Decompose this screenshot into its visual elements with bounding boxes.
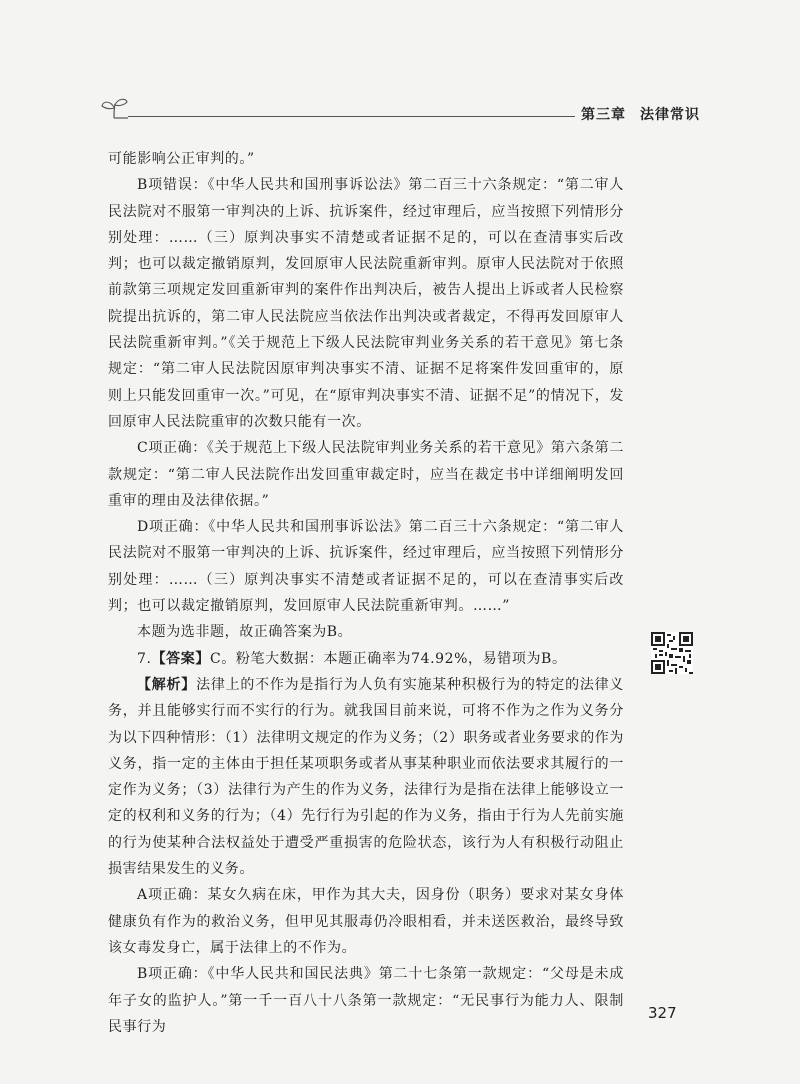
page-number: 327 xyxy=(648,1004,677,1022)
qr-code-icon[interactable] xyxy=(651,632,693,674)
answer-label: 【答案】 xyxy=(151,650,210,667)
chapter-title: 法律常识 xyxy=(640,107,700,123)
analysis-text: 法律上的不作为是指行为人负有实施某种积极行为的特定的法律义务，并且能够实行而不实行的行为。就我国目前来说，可将不作为之作为义务分为以下四种情形：（1）法律明文规定的作为义务；（2）职务或者业务要求的作为义务，指一定的主体由于担任某项职务或者从事某种职业而依法要求其履行的一定作为义务；（3）法律行为产生的作为义务，法律行为是指在法律上能够设立一定的权利和义务的行为；（4）先行行为引起的作为义务，指由于行为人先前实施的行为使某种合法权益处于遭受严重损害的危险状态，该行为人有积极行动阻止损害结果发生的义务。 xyxy=(108,676,625,878)
sprout-icon xyxy=(100,96,130,120)
chapter-heading xyxy=(575,104,700,124)
body-text xyxy=(108,146,624,1040)
paragraph: B项正确：《中华人民共和国民法典》第二十七条第一款规定：“父母是未成年子女的监护人。”第一千一百八十八条第一款规定：“无民事行为能力人、限制民事行为 xyxy=(108,966,624,1035)
question-number: 7. xyxy=(137,650,152,667)
chapter-number: 第三章 xyxy=(581,107,626,123)
paragraph: 本题为选非题，故正确答案为B。 xyxy=(137,624,353,641)
paragraph: A项正确：某女久病在床，甲作为其大夫，因身份（职务）要求对某女身体健康负有作为的救治义务，但甲见其服毒仍冷眼相看，并未送医救治，最终导致该女毒发身亡，属于法律上的不作为。 xyxy=(108,887,624,956)
paragraph: 可能影响公正审判的。” xyxy=(108,151,255,167)
paragraph: D项正确：《中华人民共和国刑事诉讼法》第二百三十六条规定：“第二审人民法院对不服第一审判决的上诉、抗诉案件，经过审理后，应当按照下列情形分别处理：……（三）原判决事实不清楚或者证据不足的，可以在查清事实后改判；也可以裁定撤销原判，发回原审人民法院重新审判。……” xyxy=(108,519,624,615)
paragraph: B项错误：《中华人民共和国刑事诉讼法》第二百三十六条规定：“第二审人民法院对不服第一审判决的上诉、抗诉案件，经过审理后，应当按照下列情形分别处理：……（三）原判决事实不清楚或者证据不足的，可以在查清事实后改判；也可以裁定撤销原判，发回原审人民法院重新审判。原审人民法院对于依照前款第三项规定发回重新审判的案件作出判决后，被告人提出上诉或者人民检察院提出抗诉的，第二审人民法院应当依法作出判决或者裁定，不得再发回原审人民法院重新审判。”《关于规范上下级人民法院审判业务关系的若干意见》第七条规定：“第二审人民法院因原审判决事实不清、证据不足将案件发回重审的，原则上只能发回重审一次。”可见，在“原审判决事实不清、证据不足”的情况下，发回原审人民法院重审的次数只能有一次。 xyxy=(108,177,624,430)
answer-text: C。粉笔大数据：本题正确率为74.92%，易错项为B。 xyxy=(209,650,567,667)
answer-line xyxy=(108,646,624,672)
paragraph: C项正确：《关于规范上下级人民法院审判业务关系的若干意见》第六条第二款规定：“第二审人民法院作出发回重审裁定时，应当在裁定书中详细阐明发回重审的理由及法律依据。” xyxy=(108,440,624,509)
page-header xyxy=(100,96,700,124)
analysis-label: 【解析】 xyxy=(137,676,197,693)
analysis-paragraph xyxy=(108,672,624,882)
